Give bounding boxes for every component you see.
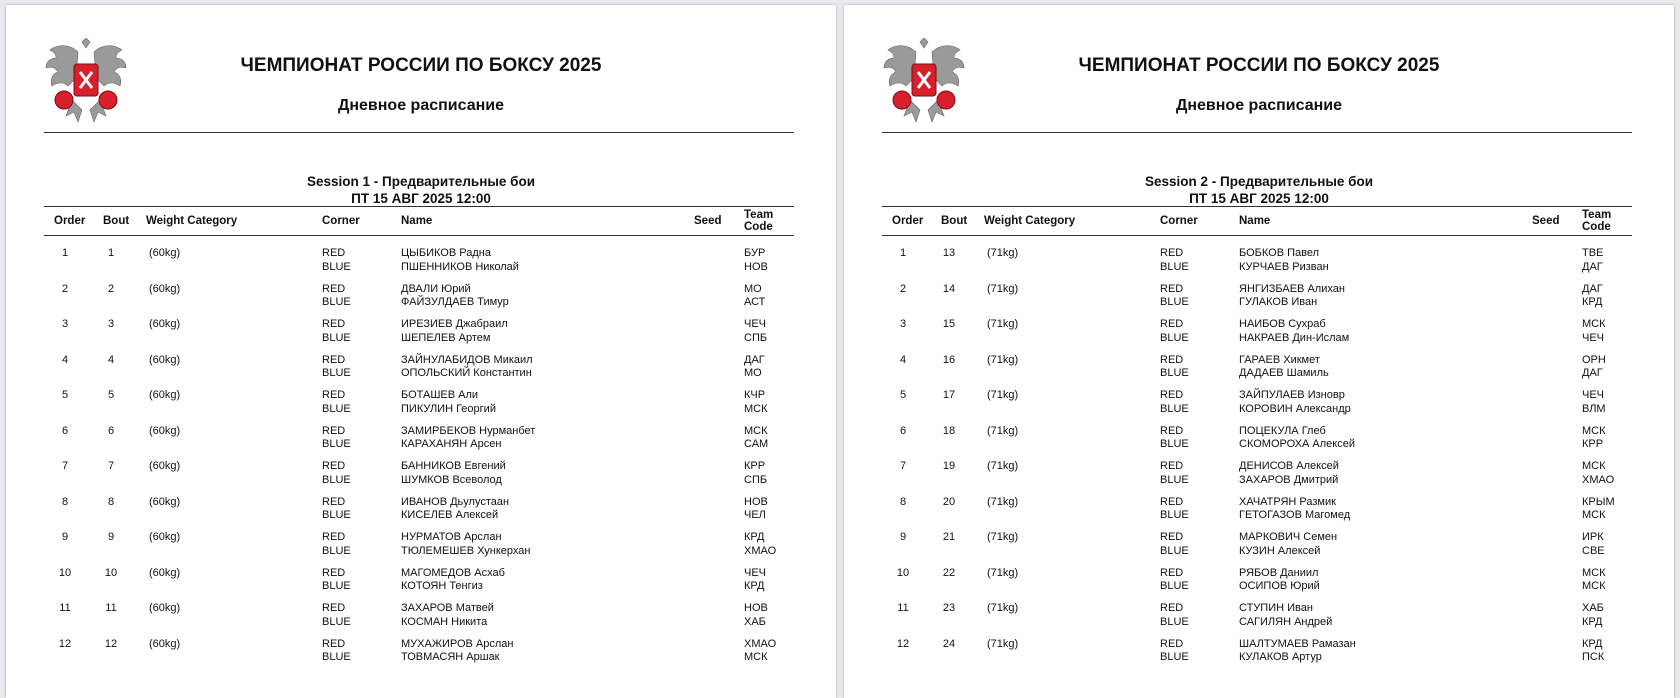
bout-order: 3 bbox=[61, 318, 69, 330]
table-row bbox=[44, 352, 794, 388]
bout-weight-category: (60kg) bbox=[149, 353, 181, 366]
blue-boxer-name: КУРЧАЕВ Ризван bbox=[1239, 260, 1329, 273]
table-row bbox=[882, 423, 1632, 459]
red-boxer-name: НУРМАТОВ Арслан bbox=[401, 531, 502, 543]
bout-number: 10 bbox=[104, 566, 118, 579]
col-seed: Seed bbox=[1532, 215, 1560, 227]
red-team-code: МСК bbox=[1582, 566, 1606, 579]
bout-weight-category: (60kg) bbox=[149, 637, 181, 650]
red-corner-label: RED bbox=[1160, 247, 1184, 259]
blue-team-code: ХМАО bbox=[744, 544, 777, 557]
red-boxer-name: ИВАНОВ Дьулустаан bbox=[401, 495, 510, 508]
bout-order: 8 bbox=[61, 495, 69, 508]
bout-number: 4 bbox=[107, 353, 115, 366]
bout-number: 23 bbox=[942, 602, 956, 614]
blue-boxer-name: САГИЛЯН Андрей bbox=[1239, 615, 1333, 628]
blue-team-code: ДАГ bbox=[1582, 260, 1603, 273]
bout-number: 18 bbox=[942, 424, 956, 437]
bout-order: 11 bbox=[59, 602, 71, 614]
schedule-page-session-2 bbox=[844, 5, 1674, 698]
blue-corner-label: BLUE bbox=[322, 260, 351, 273]
blue-boxer-name: КУЗИН Алексей bbox=[1239, 544, 1321, 557]
blue-team-code: АСТ bbox=[744, 296, 766, 308]
red-corner-label: RED bbox=[322, 389, 346, 401]
red-corner-label: RED bbox=[1160, 318, 1184, 330]
red-team-code: ЧЕЧ bbox=[1582, 389, 1604, 401]
blue-corner-label: BLUE bbox=[1160, 260, 1189, 273]
bout-weight-category: (60kg) bbox=[149, 282, 181, 295]
red-team-code: КЧР bbox=[744, 389, 766, 401]
blue-boxer-name: ШЕПЕЛЕВ Артем bbox=[401, 331, 491, 344]
bout-number: 6 bbox=[107, 424, 115, 437]
bout-list bbox=[44, 245, 794, 671]
bout-weight-category: (71kg) bbox=[987, 282, 1019, 295]
red-team-code: КРЫМ bbox=[1582, 495, 1615, 508]
blue-corner-label: BLUE bbox=[322, 580, 351, 592]
bout-weight-category: (60kg) bbox=[149, 389, 181, 401]
blue-corner-label: BLUE bbox=[1160, 402, 1189, 415]
blue-team-code: ЧЕЧ bbox=[1582, 331, 1604, 344]
header-divider bbox=[882, 132, 1632, 133]
red-corner-label: RED bbox=[322, 531, 346, 543]
col-name: Name bbox=[1239, 215, 1271, 227]
blue-boxer-name: ФАЙЗУЛДАЕВ Тимур bbox=[401, 296, 509, 308]
red-boxer-name: БОБКОВ Павел bbox=[1239, 247, 1320, 259]
blue-corner-label: BLUE bbox=[1160, 509, 1189, 521]
blue-boxer-name: ОСИПОВ Юрий bbox=[1239, 580, 1320, 592]
bout-weight-category: (71kg) bbox=[987, 637, 1019, 650]
table-row bbox=[882, 565, 1632, 601]
red-corner-label: RED bbox=[322, 495, 346, 508]
session-title: Session 1 - Предварительные бои bbox=[306, 174, 536, 189]
blue-corner-label: BLUE bbox=[322, 615, 351, 628]
bout-order: 12 bbox=[896, 637, 910, 650]
red-corner-label: RED bbox=[322, 566, 346, 579]
bout-order: 1 bbox=[61, 247, 69, 259]
red-corner-label: RED bbox=[1160, 460, 1184, 472]
blue-boxer-name: КОСМАН Никита bbox=[401, 615, 488, 628]
blue-boxer-name: КАРАХАНЯН Арсен bbox=[401, 438, 502, 450]
bout-number: 14 bbox=[942, 282, 956, 295]
red-corner-label: RED bbox=[1160, 531, 1184, 543]
table-row bbox=[44, 316, 794, 352]
red-boxer-name: ЗАМИРБЕКОВ Нурманбет bbox=[401, 424, 536, 437]
bout-number: 3 bbox=[107, 318, 115, 330]
blue-team-code: ХАБ bbox=[744, 615, 766, 628]
bout-list bbox=[882, 245, 1632, 671]
red-boxer-name: БОТАШЕВ Али bbox=[401, 389, 479, 401]
table-header bbox=[44, 206, 794, 236]
bout-order: 8 bbox=[899, 495, 907, 508]
bout-weight-category: (71kg) bbox=[987, 353, 1019, 366]
blue-corner-label: BLUE bbox=[322, 331, 351, 344]
bout-order: 1 bbox=[899, 247, 907, 259]
bout-weight-category: (71kg) bbox=[987, 247, 1019, 259]
table-row bbox=[44, 387, 794, 423]
bout-weight-category: (71kg) bbox=[987, 389, 1019, 401]
red-boxer-name: НАИБОВ Сухраб bbox=[1239, 318, 1326, 330]
session-date: ПТ 15 АВГ 2025 12:00 bbox=[351, 191, 491, 206]
blue-team-code: МО bbox=[744, 367, 762, 379]
col-team-code bbox=[744, 209, 773, 233]
blue-corner-label: BLUE bbox=[1160, 367, 1189, 379]
col-bout: Bout bbox=[103, 215, 130, 227]
bout-weight-category: (71kg) bbox=[987, 495, 1019, 508]
bout-number: 7 bbox=[107, 460, 115, 472]
blue-team-code: ХМАО bbox=[1582, 473, 1615, 486]
bout-number: 12 bbox=[104, 637, 118, 650]
bout-weight-category: (71kg) bbox=[987, 531, 1019, 543]
blue-team-code: СПБ bbox=[744, 473, 768, 486]
blue-team-code: КРД bbox=[1582, 615, 1603, 628]
red-team-code: ХМАО bbox=[744, 637, 777, 650]
blue-corner-label: BLUE bbox=[1160, 473, 1189, 486]
red-corner-label: RED bbox=[322, 318, 346, 330]
col-weight-category: Weight Category bbox=[984, 215, 1076, 227]
blue-team-code: МСК bbox=[744, 651, 768, 663]
bout-number: 19 bbox=[942, 460, 956, 472]
red-team-code: ХАБ bbox=[1582, 602, 1604, 614]
table-row bbox=[882, 458, 1632, 494]
red-team-code: КРД bbox=[744, 531, 765, 543]
blue-boxer-name: ОПОЛЬСКИЙ Константин bbox=[401, 367, 532, 379]
red-team-code: ИРК bbox=[1582, 531, 1604, 543]
blue-corner-label: BLUE bbox=[322, 651, 351, 663]
bout-weight-category: (60kg) bbox=[149, 424, 181, 437]
red-boxer-name: ИРЕЗИЕВ Джабраил bbox=[401, 318, 508, 330]
red-boxer-name: МАГОМЕДОВ Асхаб bbox=[401, 566, 505, 579]
red-team-code: ОРН bbox=[1582, 353, 1606, 366]
bout-number: 5 bbox=[107, 389, 115, 401]
blue-corner-label: BLUE bbox=[322, 296, 351, 308]
bout-number: 8 bbox=[107, 495, 115, 508]
red-team-code: БУР bbox=[744, 247, 766, 259]
red-team-code: МО bbox=[744, 282, 762, 295]
col-weight-category: Weight Category bbox=[146, 215, 238, 227]
red-boxer-name: ЯНГИЗБАЕВ Алихан bbox=[1239, 282, 1345, 295]
table-row bbox=[44, 245, 794, 281]
red-corner-label: RED bbox=[1160, 424, 1184, 437]
blue-team-code: МСК bbox=[1582, 509, 1606, 521]
bout-order: 6 bbox=[61, 424, 69, 437]
blue-team-code: КРД bbox=[744, 580, 765, 592]
red-team-code: НОВ bbox=[744, 602, 768, 614]
bout-order: 9 bbox=[899, 531, 907, 543]
table-row bbox=[882, 281, 1632, 317]
bout-order: 10 bbox=[896, 566, 910, 579]
session-date: ПТ 15 АВГ 2025 12:00 bbox=[1189, 191, 1329, 206]
blue-boxer-name: ЗАХАРОВ Дмитрий bbox=[1239, 473, 1339, 486]
col-name: Name bbox=[401, 215, 433, 227]
red-team-code: ДАГ bbox=[744, 353, 765, 366]
blue-boxer-name: ГУЛАКОВ Иван bbox=[1239, 296, 1318, 308]
col-team-line1: Team bbox=[744, 209, 774, 221]
blue-boxer-name: ТОВМАСЯН Аршак bbox=[401, 651, 500, 663]
red-team-code: МСК bbox=[1582, 424, 1606, 437]
blue-boxer-name: СКОМОРОХА Алексей bbox=[1239, 438, 1355, 450]
bout-order: 11 bbox=[897, 602, 909, 614]
bout-order: 4 bbox=[61, 353, 69, 366]
red-team-code: МСК bbox=[1582, 318, 1606, 330]
blue-corner-label: BLUE bbox=[1160, 580, 1189, 592]
bout-number: 2 bbox=[107, 282, 115, 295]
col-order: Order bbox=[54, 215, 86, 227]
red-team-code: ЧЕЧ bbox=[744, 318, 766, 330]
blue-corner-label: BLUE bbox=[322, 367, 351, 379]
bout-order: 2 bbox=[899, 282, 907, 295]
bout-weight-category: (60kg) bbox=[149, 602, 181, 614]
red-team-code: МСК bbox=[744, 424, 768, 437]
blue-corner-label: BLUE bbox=[1160, 296, 1189, 308]
bout-order: 7 bbox=[61, 460, 69, 472]
blue-boxer-name: КИСЕЛЕВ Алексей bbox=[401, 509, 499, 521]
table-row bbox=[44, 281, 794, 317]
bout-weight-category: (60kg) bbox=[149, 460, 181, 472]
red-boxer-name: ЦЫБИКОВ Радна bbox=[401, 247, 491, 259]
col-team-line2: Code bbox=[744, 221, 773, 233]
table-header bbox=[882, 206, 1632, 236]
table-row bbox=[882, 316, 1632, 352]
blue-team-code: ДАГ bbox=[1582, 367, 1603, 379]
blue-boxer-name: ПИКУЛИН Георгий bbox=[401, 402, 496, 415]
bout-weight-category: (60kg) bbox=[149, 318, 181, 330]
blue-corner-label: BLUE bbox=[322, 438, 351, 450]
red-corner-label: RED bbox=[1160, 282, 1184, 295]
blue-team-code: ПСК bbox=[1582, 651, 1605, 663]
blue-team-code: КРР bbox=[1582, 438, 1604, 450]
document-title: ЧЕМПИОНАТ РОССИИ ПО БОКСУ 2025 bbox=[240, 55, 602, 76]
col-corner: Corner bbox=[322, 215, 360, 227]
bout-number: 16 bbox=[942, 353, 956, 366]
blue-boxer-name: ТЮЛЕМЕШЕВ Хункерхан bbox=[401, 544, 531, 557]
blue-corner-label: BLUE bbox=[1160, 544, 1189, 557]
red-team-code: ЧЕЧ bbox=[744, 566, 766, 579]
bout-number: 9 bbox=[107, 531, 115, 543]
bout-order: 5 bbox=[61, 389, 69, 401]
red-boxer-name: ГАРАЕВ Хикмет bbox=[1239, 353, 1320, 366]
bout-weight-category: (60kg) bbox=[149, 495, 181, 508]
red-corner-label: RED bbox=[322, 282, 346, 295]
table-row bbox=[882, 245, 1632, 281]
red-corner-label: RED bbox=[322, 247, 346, 259]
bout-order: 12 bbox=[58, 637, 72, 650]
blue-corner-label: BLUE bbox=[1160, 651, 1189, 663]
red-boxer-name: ЗАЙНУЛАБИДОВ Микаил bbox=[401, 353, 533, 366]
bout-weight-category: (71kg) bbox=[987, 460, 1019, 472]
red-corner-label: RED bbox=[322, 460, 346, 472]
schedule-page-session-1 bbox=[6, 5, 836, 698]
red-team-code: КРД bbox=[1582, 637, 1603, 650]
red-corner-label: RED bbox=[1160, 566, 1184, 579]
blue-boxer-name: ДАДАЕВ Шамиль bbox=[1239, 367, 1329, 379]
bout-weight-category: (71kg) bbox=[987, 318, 1019, 330]
blue-boxer-name: НАКРАЕВ Дин-Ислам bbox=[1239, 331, 1350, 344]
red-boxer-name: ДВАЛИ Юрий bbox=[401, 282, 471, 295]
table-row bbox=[44, 458, 794, 494]
bout-number: 15 bbox=[942, 318, 956, 330]
blue-team-code: НОВ bbox=[744, 260, 768, 273]
red-boxer-name: ЗАХАРОВ Матвей bbox=[401, 602, 494, 614]
col-bout: Bout bbox=[941, 215, 968, 227]
blue-corner-label: BLUE bbox=[322, 473, 351, 486]
red-corner-label: RED bbox=[322, 353, 346, 366]
red-team-code: МСК bbox=[1582, 460, 1606, 472]
red-corner-label: RED bbox=[322, 424, 346, 437]
blue-team-code: МСК bbox=[1582, 580, 1606, 592]
header-divider bbox=[44, 132, 794, 133]
bout-weight-category: (71kg) bbox=[987, 566, 1019, 579]
blue-corner-label: BLUE bbox=[1160, 438, 1189, 450]
red-team-code: ТВЕ bbox=[1582, 247, 1604, 259]
bout-number: 17 bbox=[942, 389, 956, 401]
bout-number: 1 bbox=[107, 247, 115, 259]
red-corner-label: RED bbox=[322, 637, 346, 650]
red-boxer-name: ПОЦЕКУЛА Глеб bbox=[1239, 424, 1326, 437]
table-row bbox=[44, 423, 794, 459]
blue-boxer-name: ПШЕННИКОВ Николай bbox=[401, 260, 519, 273]
table-row bbox=[882, 352, 1632, 388]
blue-team-code: ВЛМ bbox=[1582, 402, 1606, 415]
red-boxer-name: МУХАЖИРОВ Арслан bbox=[401, 637, 514, 650]
blue-corner-label: BLUE bbox=[322, 544, 351, 557]
red-boxer-name: ХАЧАТРЯН Размик bbox=[1239, 495, 1336, 508]
bout-order: 3 bbox=[899, 318, 907, 330]
red-boxer-name: ШАЛТУМАЕВ Рамазан bbox=[1239, 637, 1356, 650]
bout-weight-category: (71kg) bbox=[987, 424, 1019, 437]
red-corner-label: RED bbox=[1160, 495, 1184, 508]
bout-weight-category: (60kg) bbox=[149, 531, 181, 543]
document-subtitle: Дневное расписание bbox=[337, 97, 505, 114]
bout-order: 4 bbox=[899, 353, 907, 366]
table-row bbox=[44, 636, 794, 672]
bout-order: 6 bbox=[899, 424, 907, 437]
table-row bbox=[44, 600, 794, 636]
red-boxer-name: МАРКОВИЧ Семен bbox=[1239, 531, 1338, 543]
blue-team-code: ЧЕЛ bbox=[744, 509, 766, 521]
red-boxer-name: ДЕНИСОВ Алексей bbox=[1239, 460, 1339, 472]
blue-corner-label: BLUE bbox=[1160, 331, 1189, 344]
red-boxer-name: РЯБОВ Даниил bbox=[1239, 566, 1319, 579]
blue-team-code: САМ bbox=[744, 438, 769, 450]
bout-order: 10 bbox=[58, 566, 72, 579]
col-order: Order bbox=[892, 215, 924, 227]
blue-boxer-name: КОТОЯН Тенгиз bbox=[401, 580, 483, 592]
blue-boxer-name: КОРОВИН Александр bbox=[1239, 402, 1351, 415]
document-title: ЧЕМПИОНАТ РОССИИ ПО БОКСУ 2025 bbox=[1078, 55, 1440, 76]
table-row bbox=[44, 529, 794, 565]
red-corner-label: RED bbox=[1160, 637, 1184, 650]
bout-weight-category: (60kg) bbox=[149, 566, 181, 579]
col-corner: Corner bbox=[1160, 215, 1198, 227]
bout-number: 22 bbox=[942, 566, 956, 579]
blue-boxer-name: КУЛАКОВ Артур bbox=[1239, 651, 1322, 663]
session-heading bbox=[844, 173, 1674, 207]
red-corner-label: RED bbox=[322, 602, 346, 614]
red-boxer-name: ЗАЙПУЛАЕВ Изновр bbox=[1239, 389, 1345, 401]
red-team-code: ДАГ bbox=[1582, 282, 1603, 295]
bout-number: 21 bbox=[942, 531, 956, 543]
red-team-code: НОВ bbox=[744, 495, 768, 508]
blue-corner-label: BLUE bbox=[1160, 615, 1189, 628]
blue-team-code: КРД bbox=[1582, 296, 1603, 308]
bout-order: 5 bbox=[899, 389, 907, 401]
col-team-code bbox=[1582, 209, 1611, 233]
bout-order: 2 bbox=[61, 282, 69, 295]
blue-team-code: МСК bbox=[744, 402, 768, 415]
bout-order: 9 bbox=[61, 531, 69, 543]
table-row bbox=[44, 494, 794, 530]
col-team-line1: Team bbox=[1582, 209, 1612, 221]
blue-team-code: СПБ bbox=[744, 331, 768, 344]
col-seed: Seed bbox=[694, 215, 722, 227]
red-corner-label: RED bbox=[1160, 353, 1184, 366]
bout-number: 20 bbox=[942, 495, 956, 508]
document-subtitle: Дневное расписание bbox=[1175, 97, 1343, 114]
table-row bbox=[882, 636, 1632, 672]
bout-number: 24 bbox=[942, 637, 956, 650]
table-row bbox=[882, 494, 1632, 530]
session-title: Session 2 - Предварительные бои bbox=[1144, 174, 1374, 189]
bout-order: 7 bbox=[899, 460, 907, 472]
red-team-code: КРР bbox=[744, 460, 766, 472]
red-corner-label: RED bbox=[1160, 602, 1184, 614]
table-row bbox=[882, 387, 1632, 423]
table-row bbox=[882, 600, 1632, 636]
red-boxer-name: БАННИКОВ Евгений bbox=[401, 460, 506, 472]
red-boxer-name: СТУПИН Иван bbox=[1239, 602, 1313, 614]
col-team-line2: Code bbox=[1582, 221, 1611, 233]
table-row bbox=[882, 529, 1632, 565]
blue-boxer-name: ГЕТОГАЗОВ Магомед bbox=[1239, 509, 1351, 521]
bout-number: 13 bbox=[942, 247, 956, 259]
session-heading bbox=[6, 173, 836, 207]
blue-corner-label: BLUE bbox=[322, 402, 351, 415]
blue-team-code: СВЕ bbox=[1582, 544, 1605, 557]
bout-weight-category: (60kg) bbox=[149, 247, 181, 259]
table-row bbox=[44, 565, 794, 601]
bout-number: 11 bbox=[105, 602, 117, 614]
red-corner-label: RED bbox=[1160, 389, 1184, 401]
blue-boxer-name: ШУМКОВ Всеволод bbox=[401, 473, 502, 486]
bout-weight-category: (71kg) bbox=[987, 602, 1019, 614]
blue-corner-label: BLUE bbox=[322, 509, 351, 521]
